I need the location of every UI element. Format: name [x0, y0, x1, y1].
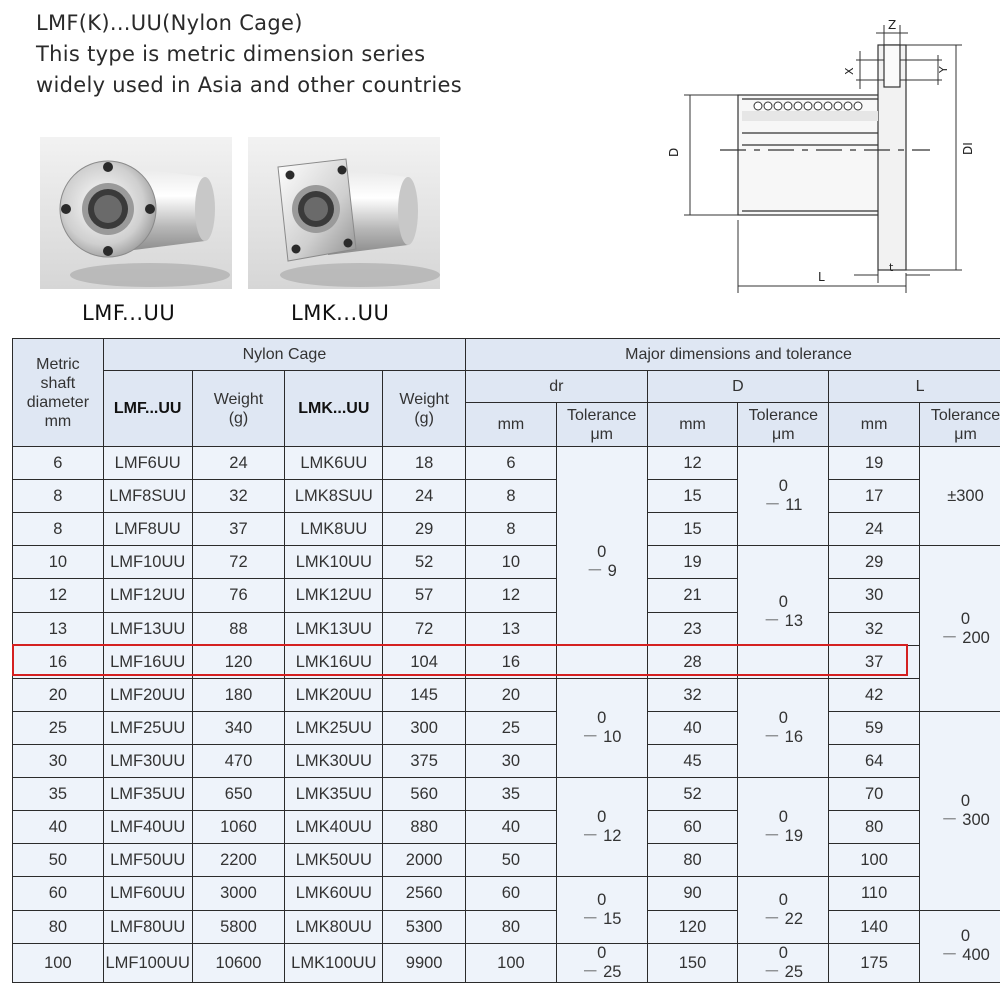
cell-L-mm: 32	[829, 612, 920, 645]
label-Y: Y	[937, 66, 950, 73]
cell-lmf-weight: 470	[192, 744, 285, 777]
heading-line-3: widely used in Asia and other countries	[36, 73, 462, 97]
cell-lmk-model: LMK25UU	[285, 711, 383, 744]
header-dr: dr	[466, 371, 648, 403]
cell-lmf-weight: 180	[192, 678, 285, 711]
cell-lmf-weight: 72	[192, 546, 285, 579]
header-dr-tolerance: Tolerance μm	[556, 403, 647, 447]
cell-lmf-weight: 76	[192, 579, 285, 612]
header-major-dimensions: Major dimensions and tolerance	[466, 339, 1000, 371]
cell-L-mm: 30	[829, 579, 920, 612]
page-heading	[36, 8, 462, 101]
cell-L-mm: 100	[829, 844, 920, 877]
header-L: L	[829, 371, 1000, 403]
cell-dr-mm: 80	[466, 910, 557, 943]
cell-D-mm: 23	[647, 612, 738, 645]
cell-lmf-weight: 650	[192, 778, 285, 811]
label-DI: DI	[961, 142, 975, 155]
table-row	[13, 480, 1000, 513]
cell-lmk-model: LMK40UU	[285, 811, 383, 844]
cell-lmk-weight: 9900	[383, 943, 466, 982]
cell-shaft-diameter: 13	[13, 612, 104, 645]
cell-dr-mm: 12	[466, 579, 557, 612]
cell-shaft-diameter: 12	[13, 579, 104, 612]
cell-D-tolerance: 0 － 25	[738, 943, 829, 982]
cell-L-tolerance: 0 － 400	[920, 910, 1000, 982]
lmf-bushing-photo	[40, 137, 232, 289]
cell-shaft-diameter: 35	[13, 778, 104, 811]
cell-L-tolerance: 0 － 300	[920, 711, 1000, 910]
cell-lmf-weight: 1060	[192, 811, 285, 844]
cell-D-tolerance: 0 － 22	[738, 877, 829, 943]
cell-D-mm: 60	[647, 811, 738, 844]
cell-D-mm: 28	[647, 645, 738, 678]
table-row	[13, 910, 1000, 943]
cell-dr-mm: 10	[466, 546, 557, 579]
label-L: L	[818, 270, 825, 284]
cell-lmk-model: LMK13UU	[285, 612, 383, 645]
lmf-caption: LMF...UU	[82, 301, 176, 325]
cell-dr-mm: 20	[466, 678, 557, 711]
cell-shaft-diameter: 8	[13, 513, 104, 546]
cell-lmk-model: LMK20UU	[285, 678, 383, 711]
cell-shaft-diameter: 20	[13, 678, 104, 711]
cell-D-mm: 40	[647, 711, 738, 744]
cell-shaft-diameter: 30	[13, 744, 104, 777]
cell-lmf-weight: 32	[192, 480, 285, 513]
cell-lmk-model: LMK10UU	[285, 546, 383, 579]
cell-shaft-diameter: 80	[13, 910, 104, 943]
spec-table	[12, 338, 1000, 983]
cell-lmk-model: LMK100UU	[285, 943, 383, 982]
cell-dr-mm: 8	[466, 513, 557, 546]
cell-lmk-weight: 24	[383, 480, 466, 513]
table-row	[13, 447, 1000, 480]
cell-D-mm: 15	[647, 513, 738, 546]
cell-shaft-diameter: 6	[13, 447, 104, 480]
cell-L-mm: 37	[829, 645, 920, 678]
cell-L-mm: 29	[829, 546, 920, 579]
cell-shaft-diameter: 16	[13, 645, 104, 678]
cell-lmk-weight: 300	[383, 711, 466, 744]
label-t: t	[889, 261, 894, 274]
cell-D-mm: 32	[647, 678, 738, 711]
table-row	[13, 546, 1000, 579]
cell-D-tolerance: 0 － 11	[738, 447, 829, 546]
header-weight-lmf: Weight (g)	[192, 371, 285, 447]
table-row	[13, 877, 1000, 910]
cell-L-mm: 42	[829, 678, 920, 711]
cell-D-tolerance: 0 － 19	[738, 778, 829, 877]
cell-D-mm: 120	[647, 910, 738, 943]
cell-L-mm: 80	[829, 811, 920, 844]
cell-lmk-weight: 29	[383, 513, 466, 546]
header-nylon-cage: Nylon Cage	[103, 339, 465, 371]
header-L-tolerance: Tolerance μm	[920, 403, 1000, 447]
cell-lmk-weight: 2560	[383, 877, 466, 910]
cell-shaft-diameter: 50	[13, 844, 104, 877]
cell-lmk-model: LMK60UU	[285, 877, 383, 910]
cell-lmf-model: LMF60UU	[103, 877, 192, 910]
table-row	[13, 645, 1000, 678]
cell-lmk-model: LMK8SUU	[285, 480, 383, 513]
cell-lmk-weight: 72	[383, 612, 466, 645]
cell-shaft-diameter: 60	[13, 877, 104, 910]
cell-dr-mm: 13	[466, 612, 557, 645]
cell-dr-mm: 16	[466, 645, 557, 678]
cell-lmf-model: LMF30UU	[103, 744, 192, 777]
cell-dr-tolerance: 0 － 10	[556, 678, 647, 777]
cell-lmf-model: LMF13UU	[103, 612, 192, 645]
cell-D-tolerance: 0 － 13	[738, 546, 829, 678]
table-row	[13, 943, 1000, 982]
cell-lmf-model: LMF8SUU	[103, 480, 192, 513]
cell-L-tolerance: ±300	[920, 447, 1000, 546]
label-X: X	[843, 67, 856, 75]
cell-lmf-model: LMF8UU	[103, 513, 192, 546]
cell-D-mm: 15	[647, 480, 738, 513]
cell-lmk-model: LMK6UU	[285, 447, 383, 480]
cell-D-mm: 52	[647, 778, 738, 811]
header-shaft: Metric shaft diameter mm	[13, 339, 104, 447]
cell-shaft-diameter: 100	[13, 943, 104, 982]
cell-dr-mm: 35	[466, 778, 557, 811]
cell-lmf-model: LMF10UU	[103, 546, 192, 579]
cell-lmf-model: LMF25UU	[103, 711, 192, 744]
cell-dr-mm: 8	[466, 480, 557, 513]
table-row	[13, 513, 1000, 546]
cell-lmk-model: LMK30UU	[285, 744, 383, 777]
cell-dr-mm: 100	[466, 943, 557, 982]
label-Z: Z	[888, 18, 897, 32]
cell-lmf-model: LMF80UU	[103, 910, 192, 943]
cell-L-mm: 175	[829, 943, 920, 982]
cell-L-mm: 24	[829, 513, 920, 546]
cell-lmk-weight: 18	[383, 447, 466, 480]
cell-dr-tolerance: 0 － 12	[556, 778, 647, 877]
cell-lmf-model: LMF20UU	[103, 678, 192, 711]
dimension-drawing	[660, 15, 990, 295]
cell-lmf-model: LMF40UU	[103, 811, 192, 844]
cell-dr-mm: 6	[466, 447, 557, 480]
cell-lmf-weight: 37	[192, 513, 285, 546]
spec-table-body	[13, 447, 1000, 983]
cell-lmk-model: LMK35UU	[285, 778, 383, 811]
cell-lmk-weight: 5300	[383, 910, 466, 943]
cell-lmf-weight: 340	[192, 711, 285, 744]
cell-lmf-weight: 88	[192, 612, 285, 645]
header-L-mm: mm	[829, 403, 920, 447]
table-row	[13, 579, 1000, 612]
cell-lmk-weight: 2000	[383, 844, 466, 877]
cell-lmf-weight: 2200	[192, 844, 285, 877]
heading-line-1: LMF(K)...UU(Nylon Cage)	[36, 11, 303, 35]
cell-D-mm: 45	[647, 744, 738, 777]
cell-lmk-model: LMK80UU	[285, 910, 383, 943]
cell-lmk-weight: 57	[383, 579, 466, 612]
header-D: D	[647, 371, 829, 403]
cell-lmk-weight: 52	[383, 546, 466, 579]
cell-L-tolerance: 0 － 200	[920, 546, 1000, 712]
cell-dr-mm: 25	[466, 711, 557, 744]
cell-dr-tolerance: 0 － 25	[556, 943, 647, 982]
lmk-caption: LMK...UU	[291, 301, 390, 325]
header-lmk: LMK...UU	[285, 371, 383, 447]
cell-shaft-diameter: 8	[13, 480, 104, 513]
cell-lmf-model: LMF16UU	[103, 645, 192, 678]
cell-lmk-model: LMK50UU	[285, 844, 383, 877]
table-row	[13, 711, 1000, 744]
cell-L-mm: 140	[829, 910, 920, 943]
table-row	[13, 778, 1000, 811]
cell-lmf-model: LMF12UU	[103, 579, 192, 612]
cell-D-tolerance: 0 － 16	[738, 678, 829, 777]
cell-lmk-weight: 375	[383, 744, 466, 777]
cell-lmf-weight: 24	[192, 447, 285, 480]
cell-lmk-weight: 145	[383, 678, 466, 711]
cell-lmk-model: LMK8UU	[285, 513, 383, 546]
cell-lmk-weight: 104	[383, 645, 466, 678]
cell-dr-mm: 50	[466, 844, 557, 877]
cell-L-mm: 19	[829, 447, 920, 480]
cell-lmf-model: LMF6UU	[103, 447, 192, 480]
cell-L-mm: 70	[829, 778, 920, 811]
table-row	[13, 811, 1000, 844]
cell-D-mm: 19	[647, 546, 738, 579]
cell-dr-tolerance: 0 － 15	[556, 877, 647, 943]
header-D-tolerance: Tolerance μm	[738, 403, 829, 447]
cell-lmk-weight: 560	[383, 778, 466, 811]
heading-line-2: This type is metric dimension series	[36, 42, 426, 66]
cell-lmf-weight: 10600	[192, 943, 285, 982]
table-row	[13, 744, 1000, 777]
header-dr-mm: mm	[466, 403, 557, 447]
lmk-bushing-photo	[248, 137, 440, 289]
cell-lmk-weight: 880	[383, 811, 466, 844]
cell-L-mm: 110	[829, 877, 920, 910]
cell-lmf-model: LMF35UU	[103, 778, 192, 811]
cell-D-mm: 150	[647, 943, 738, 982]
cell-lmf-weight: 5800	[192, 910, 285, 943]
header-weight-lmk: Weight (g)	[383, 371, 466, 447]
cell-shaft-diameter: 40	[13, 811, 104, 844]
cell-D-mm: 12	[647, 447, 738, 480]
cell-D-mm: 21	[647, 579, 738, 612]
cell-dr-mm: 40	[466, 811, 557, 844]
cell-D-mm: 90	[647, 877, 738, 910]
cell-D-mm: 80	[647, 844, 738, 877]
cell-dr-mm: 30	[466, 744, 557, 777]
cell-lmk-model: LMK12UU	[285, 579, 383, 612]
cell-lmk-model: LMK16UU	[285, 645, 383, 678]
cell-lmf-weight: 3000	[192, 877, 285, 910]
cell-dr-tolerance: 0 － 9	[556, 447, 647, 679]
table-row	[13, 678, 1000, 711]
cell-shaft-diameter: 25	[13, 711, 104, 744]
label-D: D	[667, 147, 681, 157]
cell-lmf-weight: 120	[192, 645, 285, 678]
cell-lmf-model: LMF50UU	[103, 844, 192, 877]
table-row	[13, 612, 1000, 645]
table-row	[13, 844, 1000, 877]
cell-L-mm: 59	[829, 711, 920, 744]
cell-L-mm: 64	[829, 744, 920, 777]
cell-shaft-diameter: 10	[13, 546, 104, 579]
cell-lmf-model: LMF100UU	[103, 943, 192, 982]
header-D-mm: mm	[647, 403, 738, 447]
cell-dr-mm: 60	[466, 877, 557, 910]
cell-L-mm: 17	[829, 480, 920, 513]
header-lmf: LMF...UU	[103, 371, 192, 447]
